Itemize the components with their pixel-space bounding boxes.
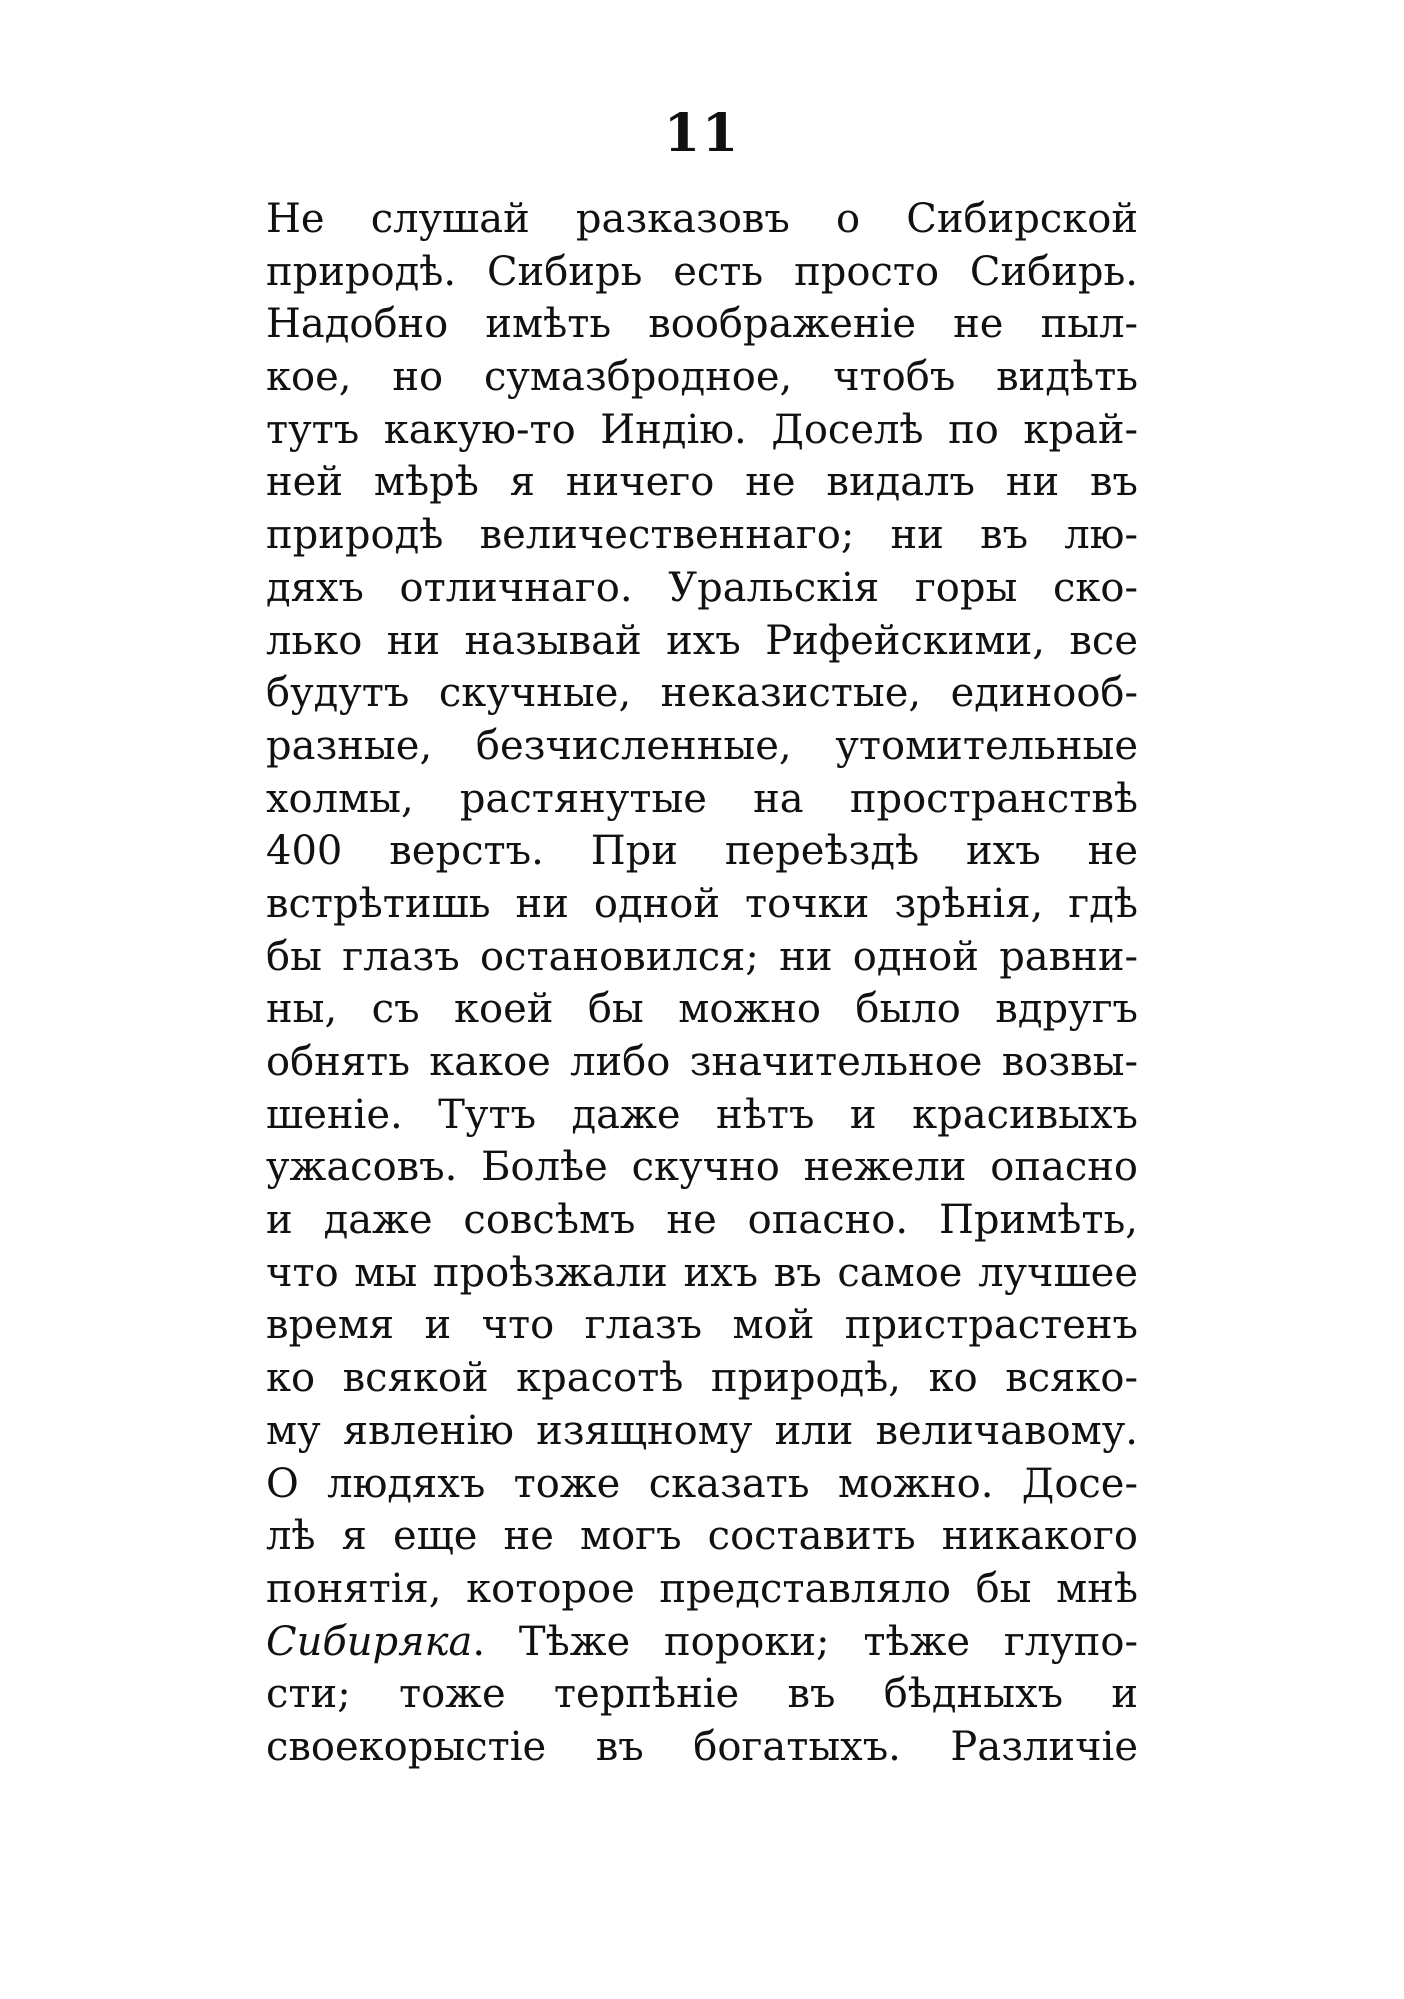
text-line: ней мѣрѣ я ничего не видалъ ни въ <box>266 459 1138 506</box>
body-text <box>266 193 1138 1774</box>
text-line-rest: . Тѣже пороки; тѣже глупо- <box>472 1618 1138 1665</box>
text-line: время и что глазъ мой пристрастенъ <box>266 1302 1138 1349</box>
text-line: сти; тоже терпѣніе въ бѣдныхъ и <box>266 1671 1138 1718</box>
text-line: Не слушай разказовъ о Сибирской <box>266 196 1138 242</box>
text-line: О людяхъ тоже сказать можно. Досе- <box>266 1460 1138 1507</box>
italic-word: Сибиряка <box>266 1618 473 1665</box>
text-line: кое, но сумазбродное, чтобъ видѣть <box>266 354 1138 401</box>
text-line: холмы, растянутые на пространствѣ <box>266 775 1138 822</box>
text-line: ко всякой красотѣ природѣ, ко всяко- <box>266 1355 1138 1402</box>
text-line: своекорыстіе въ богатыхъ. Различіе <box>266 1723 1138 1770</box>
text-line: му явленію изящному или величавому. <box>266 1407 1138 1454</box>
text-line: природѣ величественнаго; ни въ лю- <box>266 512 1138 559</box>
text-line: 400 верстъ. При переѣздѣ ихъ не <box>266 828 1138 875</box>
text-line: будутъ скучные, неказистые, единооб- <box>266 670 1138 717</box>
page-number: 11 <box>663 103 741 164</box>
text-line: и даже совсѣмъ не опасно. Примѣть, <box>266 1197 1138 1244</box>
text-line: что мы проѣзжали ихъ въ самое лучшее <box>266 1249 1138 1296</box>
text-line: ужасовъ. Болѣе скучно нежели опасно <box>266 1144 1138 1191</box>
text-line: обнять какое либо значительное возвы- <box>266 1039 1138 1085</box>
text-line: лѣ я еще не могъ составить никакого <box>266 1513 1138 1560</box>
text-line: Надобно имѣть воображеніе не пыл- <box>266 301 1138 348</box>
text-line-italic <box>266 1616 1138 1669</box>
text-line: тутъ какую-то Индію. Доселѣ по край- <box>266 406 1138 453</box>
text-line: природѣ. Сибирь есть просто Сибирь. <box>266 248 1138 295</box>
text-line: дяхъ отличнаго. Уральскія горы ско- <box>266 564 1138 611</box>
text-line: лько ни называй ихъ Рифейскими, все <box>266 617 1138 664</box>
text-line: разные, безчисленные, утомительные <box>266 722 1138 769</box>
text-line: встрѣтишь ни одной точки зрѣнія, гдѣ <box>266 880 1138 927</box>
text-line: шеніе. Тутъ даже нѣтъ и красивыхъ <box>266 1091 1138 1138</box>
text-line: ны, съ коей бы можно было вдругъ <box>266 986 1138 1033</box>
text-line: бы глазъ остановился; ни одной равни- <box>266 933 1138 980</box>
text-line: понятія, которое представляло бы мнѣ <box>266 1565 1138 1612</box>
